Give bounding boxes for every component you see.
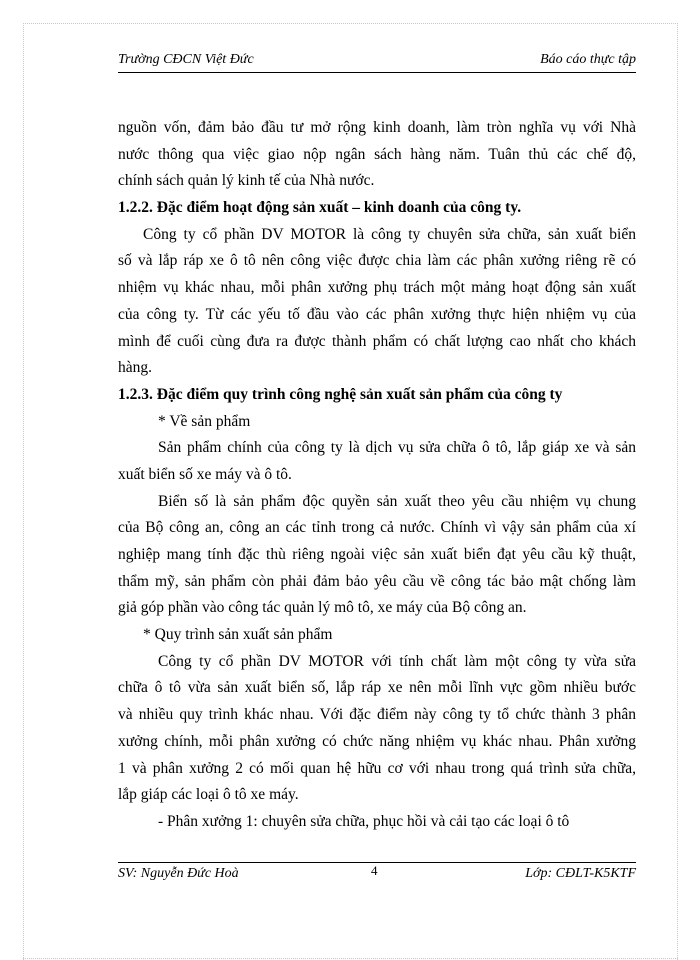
body-line: Sản phẩm chính của công ty là dịch vụ sửa chữa ô tô, lắp giáp xe và sản bbox=[158, 439, 636, 457]
body-line: Biển số là sản phẩm độc quyền sản xuất theo yêu cầu nhiệm vụ chung bbox=[158, 492, 636, 510]
page-number: 4 bbox=[371, 863, 378, 878]
body-line: lắp giáp các loại ô tô xe máy. bbox=[118, 786, 299, 804]
section-heading-1-2-3: 1.2.3. Đặc điểm quy trình công nghệ sản xuất sản phẩm của công ty bbox=[118, 385, 563, 403]
body-line: của Bộ công an, công an các tỉnh trong cả nước. Chính vì vậy sản phẩm của xí bbox=[118, 519, 636, 537]
body-line: Công ty cổ phần DV MOTOR là công ty chuyên sửa chữa, sản xuất biển bbox=[143, 225, 636, 243]
body-line: xuất biển số xe máy và ô tô. bbox=[118, 465, 292, 483]
body-line: giả góp phần vào công tác quản lý mô tô, xe máy của Bộ công an. bbox=[118, 599, 527, 617]
body-line: số và lắp ráp xe ô tô nên công việc được chia làm các phân xưởng riêng rẽ có bbox=[118, 252, 636, 270]
body-line: nguồn vốn, đảm bảo đầu tư mở rộng kinh doanh, làm tròn nghĩa vụ với Nhà bbox=[118, 119, 636, 136]
body-line: 1 và phân xưởng 2 có mối quan hệ hữu cơ với nhau trong quá trình sửa chữa, bbox=[118, 759, 636, 777]
document-body bbox=[118, 115, 636, 836]
body-line: của công ty. Từ các yếu tố đầu vào các phân xưởng thực hiện nhiệm vụ của bbox=[118, 305, 636, 323]
list-item-workshop-1: - Phân xưởng 1: chuyên sửa chữa, phục hồi và cải tạo các loại ô tô bbox=[158, 812, 570, 830]
body-line: thẩm mỹ, sản phẩm còn phải đảm bảo yêu cầu về công tác bảo mật chống làm bbox=[118, 572, 636, 590]
body-line: xưởng chính, mỗi phân xưởng có chức năng nhiệm vụ khác nhau. Phân xưởng bbox=[118, 732, 636, 750]
page-header bbox=[118, 52, 636, 70]
subheading-production-process: * Quy trình sản xuất sản phẩm bbox=[143, 626, 333, 644]
subheading-products: * Về sản phẩm bbox=[158, 412, 251, 430]
body-line: mình để cuối cùng đưa ra được thành phẩm có chất lượng cao nhất cho khách bbox=[118, 332, 636, 350]
body-line: Công ty cổ phần DV MOTOR với tính chất làm một công ty vừa sửa bbox=[158, 652, 636, 670]
page-bottom-dots bbox=[23, 958, 678, 959]
header-report-title: Báo cáo thực tập bbox=[540, 52, 636, 67]
body-line: nhiệm vụ khác nhau, mỗi phân xưởng phụ trách một mảng hoạt động sản xuất bbox=[118, 279, 636, 297]
footer-class: Lớp: CĐLT-K5KTF bbox=[525, 866, 636, 881]
body-line: và nhiều quy trình khác nhau. Với đặc điểm này công ty tổ chức thành 3 phân bbox=[118, 706, 636, 724]
body-line: chữa ô tô vừa sản xuất biển số, lắp ráp xe nên mỗi lĩnh vực gồm nhiều bước bbox=[118, 679, 636, 697]
body-line: nước thông qua việc giao nộp ngân sách hàng năm. Tuân thủ các chế độ, bbox=[118, 145, 636, 163]
header-rule bbox=[118, 72, 636, 73]
body-line: hàng. bbox=[118, 359, 153, 377]
body-line: chính sách quản lý kinh tế của Nhà nước. bbox=[118, 172, 375, 190]
page-footer bbox=[118, 863, 636, 884]
header-school: Trường CĐCN Việt Đức bbox=[118, 52, 254, 67]
section-heading-1-2-2: 1.2.2. Đặc điểm hoạt động sản xuất – kinh doanh của công ty. bbox=[118, 199, 522, 217]
footer-student-name: SV: Nguyễn Đức Hoà bbox=[118, 866, 239, 881]
body-line: nghiệp mang tính đặc thù riêng ngoài việc sản xuất biển đạt yêu cầu kỹ thuật, bbox=[118, 546, 636, 563]
